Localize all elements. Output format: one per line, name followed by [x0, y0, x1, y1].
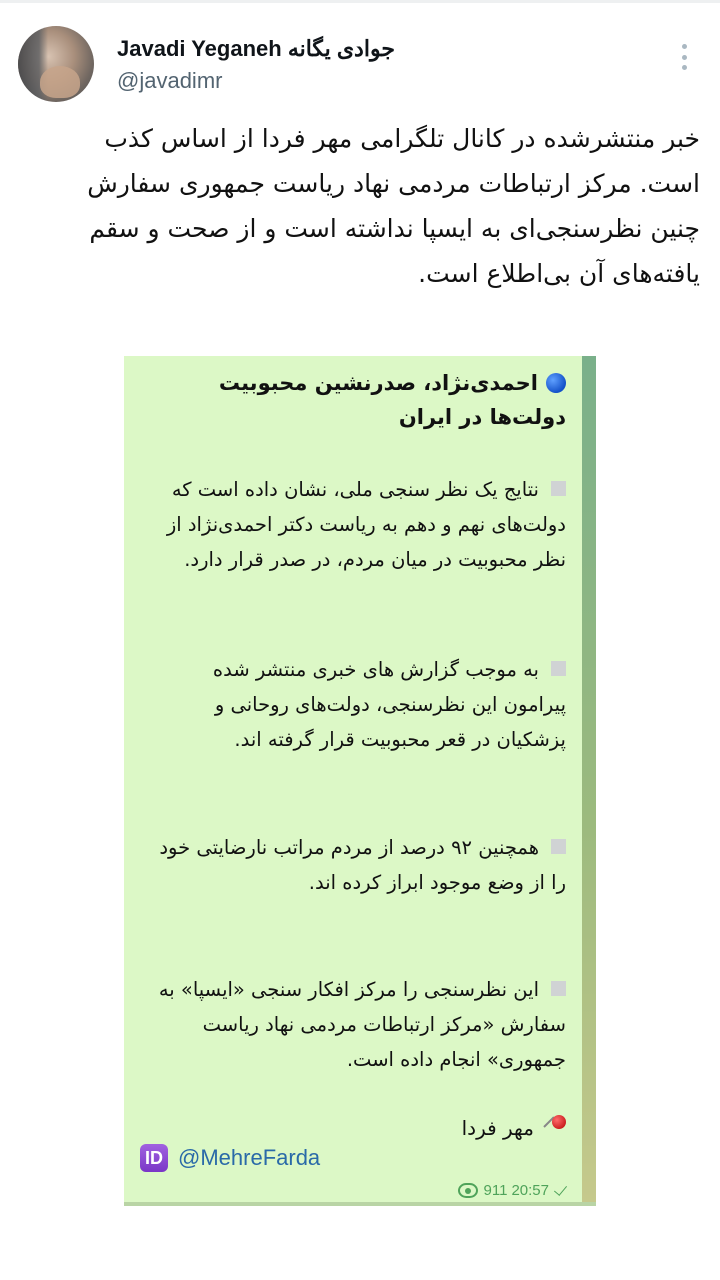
more-dot — [682, 65, 687, 70]
more-dot — [682, 44, 687, 49]
tweet-text: خبر منتشرشده در کانال تلگرامی مهر فردا از اساس کذب است. مرکز ارتباطات مردمی نهاد ریاست جمهوری سفارش چنین نظرسنجی‌ای به ایسپا نداشته است و از صحت و سقم یافته‌های آن بی‌اطلاع است. — [87, 124, 700, 288]
post-paragraph — [146, 472, 566, 577]
post-meta — [458, 1182, 564, 1199]
top-divider — [0, 0, 720, 3]
view-count: 911 — [483, 1182, 508, 1199]
post-paragraph-text: نتایج یک نظر سنجی ملی، نشان داده است که دولت‌های نهم و دهم به ریاست دکتر احمدی‌نژاد از نظر محبوبیت در میان مردم، در صدر قرار دارد. — [166, 478, 566, 571]
post-paragraph — [146, 652, 566, 757]
gray-square-icon — [551, 481, 566, 496]
author-name-row[interactable] — [117, 36, 395, 62]
telegram-post-image[interactable] — [124, 356, 596, 1206]
post-paragraph — [146, 972, 566, 1077]
id-badge-icon: ID — [140, 1144, 168, 1172]
post-signature-text: مهر فردا — [461, 1116, 534, 1140]
gray-square-icon — [551, 661, 566, 676]
author-display-name[interactable]: Javadi Yeganeh جوادی یگانه — [117, 36, 395, 61]
post-title-text: احمدی‌نژاد، صدرنشین محبوبیت دولت‌ها در ایران — [218, 371, 566, 429]
bubble-bottom-edge — [124, 1202, 596, 1206]
post-title — [146, 366, 566, 434]
post-paragraph — [146, 830, 566, 900]
channel-id-row — [140, 1144, 320, 1172]
gray-square-icon — [551, 981, 566, 996]
channel-link[interactable]: @MehreFarda — [178, 1145, 321, 1170]
chat-wallpaper-strip — [582, 356, 596, 1206]
more-options-icon[interactable] — [680, 44, 688, 70]
avatar-detail — [40, 66, 80, 98]
eye-icon — [458, 1183, 478, 1198]
post-paragraph-text: این نظرسنجی را مرکز افکار سنجی «ایسپا» به سفارش «مرکز ارتباطات مردمی نهاد ریاست جمهوری» انجام داده است. — [158, 978, 566, 1071]
more-dot — [682, 55, 687, 60]
post-paragraph-text: همچنین ۹۲ درصد از مردم مراتب نارضایتی خود را از وضع موجود ابراز کرده اند. — [159, 836, 566, 894]
check-icon — [554, 1182, 567, 1196]
post-signature — [462, 1112, 566, 1144]
post-paragraph-text: به موجب گزارش های خبری منتشر شده پیرامون این نظرسنجی، دولت‌های روحانی و پزشکیان در قعر محبوبیت قرار گرفته اند. — [212, 658, 566, 751]
gray-square-icon — [551, 839, 566, 854]
avatar[interactable] — [18, 26, 94, 102]
pushpin-icon — [542, 1115, 566, 1139]
author-handle[interactable]: @javadimr — [117, 68, 223, 93]
post-time: 20:57 — [511, 1182, 549, 1199]
blue-circle-icon — [546, 373, 566, 393]
